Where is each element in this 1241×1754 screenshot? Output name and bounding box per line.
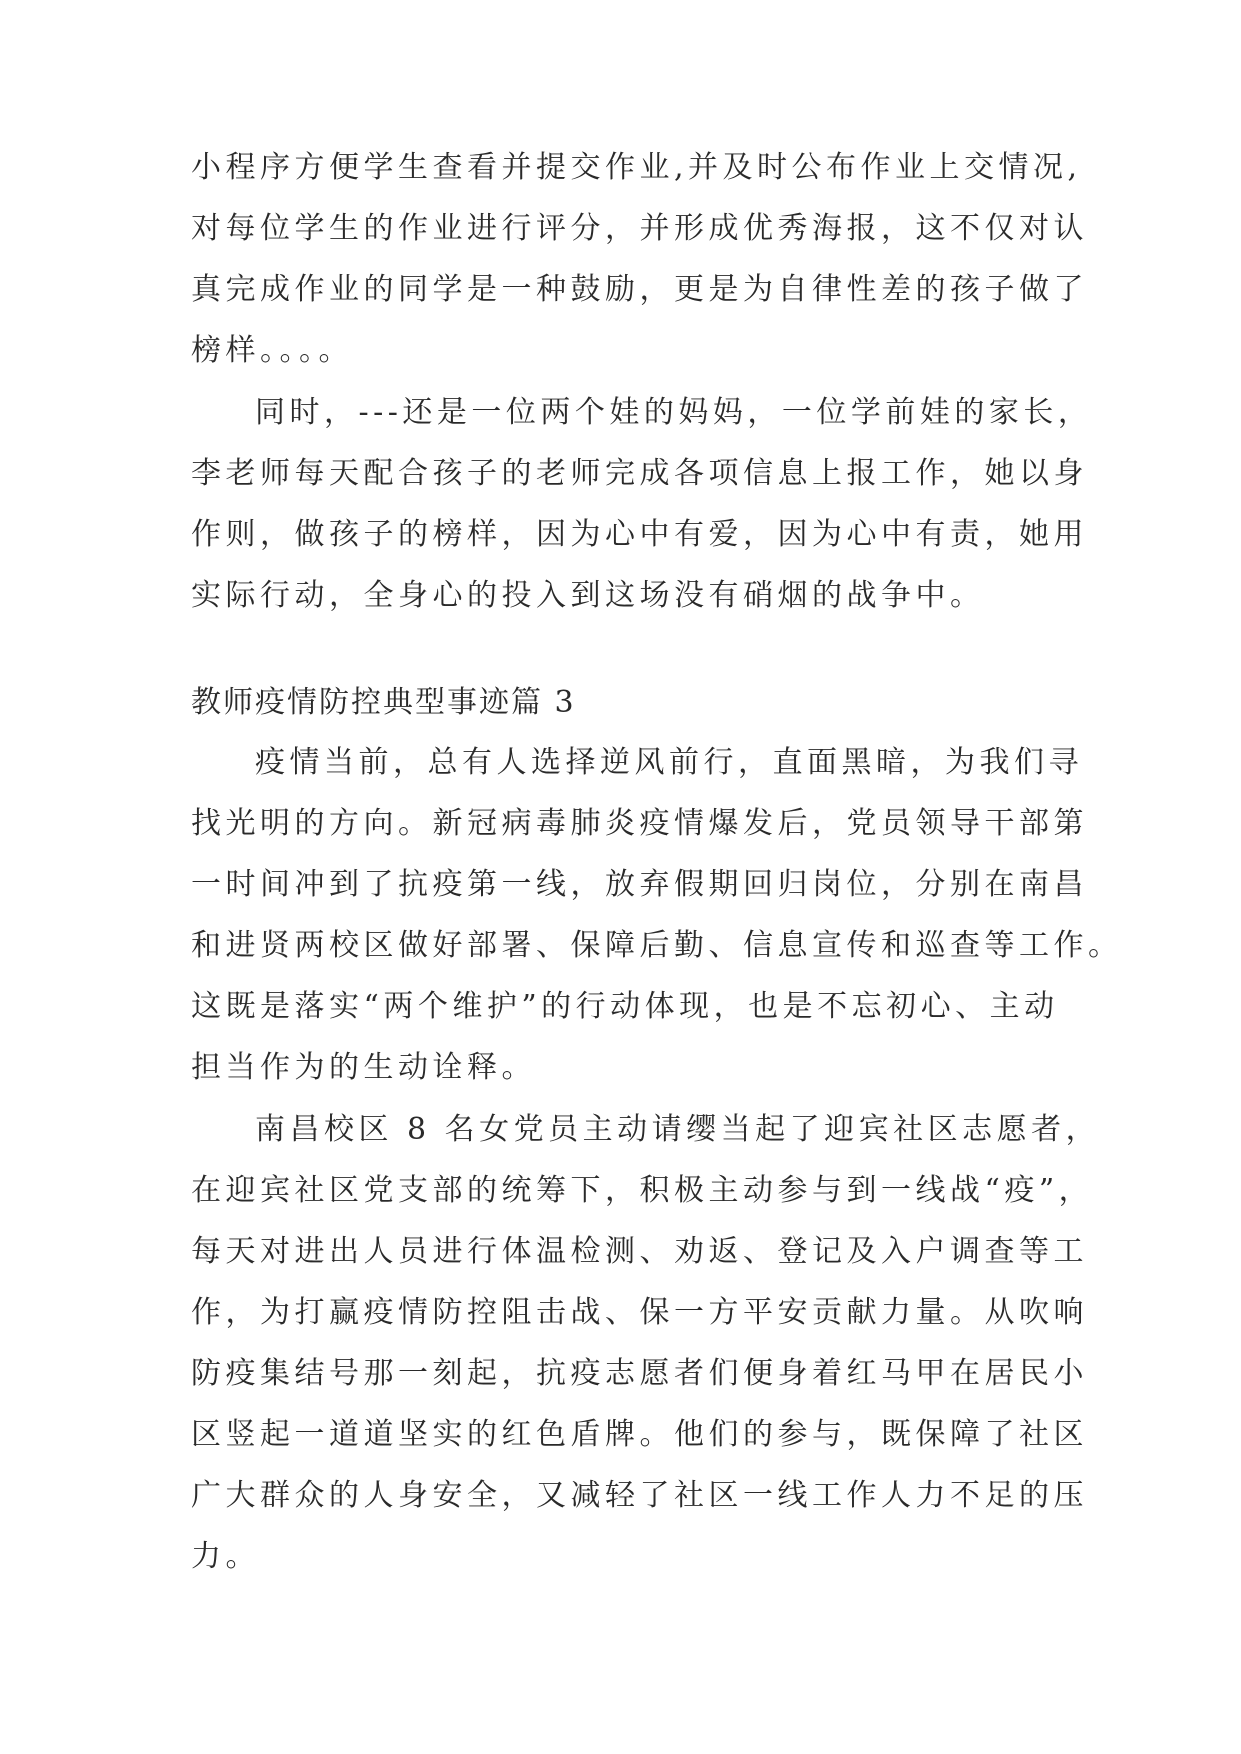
paragraph-1-line-4: 榜样。。。。 (191, 333, 353, 368)
paragraph-4-line-5: 防疫集结号那一刻起，抗疫志愿者们便身着红马甲在居民小 (191, 1356, 1088, 1391)
paragraph-4-line-7: 广大群众的人身安全，又减轻了社区一线工作人力不足的压 (191, 1478, 1088, 1513)
paragraph-4-line-1: 南昌校区 8 名女党员主动请缨当起了迎宾社区志愿者， (255, 1112, 1101, 1147)
paragraph-2-line-2: 李老师每天配合孩子的老师完成各项信息上报工作，她以身 (191, 456, 1088, 491)
paragraph-1-line-3: 真完成作业的同学是一种鼓励，更是为自律性差的孩子做了 (191, 272, 1088, 307)
paragraph-3-line-6: 担当作为的生动诠释。 (191, 1050, 536, 1085)
paragraph-2-line-1: 同时，---还是一位两个娃的妈妈，一位学前娃的家长， (255, 395, 1093, 430)
paragraph-3-line-2: 找光明的方向。新冠病毒肺炎疫情爆发后，党员领导干部第 (191, 806, 1088, 841)
paragraph-4-line-2: 在迎宾社区党支部的统筹下，积极主动参与到一线战“疫”， (191, 1173, 1094, 1208)
paragraph-4-line-6: 区竖起一道道坚实的红色盾牌。他们的参与，既保障了社区 (191, 1417, 1088, 1452)
paragraph-2-line-4: 实际行动，全身心的投入到这场没有硝烟的战争中。 (191, 578, 985, 613)
paragraph-3-line-3: 一时间冲到了抗疫第一线，放弃假期回归岗位，分别在南昌 (191, 867, 1088, 902)
paragraph-4-line-3: 每天对进出人员进行体温检测、劝返、登记及入户调查等工 (191, 1234, 1088, 1269)
paragraph-3-line-5: 这既是落实“两个维护”的行动体现，也是不忘初心、主动 (191, 989, 1059, 1024)
paragraph-2-line-3: 作则，做孩子的榜样，因为心中有爱，因为心中有责，她用 (191, 517, 1088, 552)
section-heading: 教师疫情防控典型事迹篇 3 (191, 685, 576, 720)
paragraph-4-line-4: 作，为打赢疫情防控阻击战、保一方平安贡献力量。从吹响 (191, 1295, 1088, 1330)
paragraph-1-line-2: 对每位学生的作业进行评分，并形成优秀海报，这不仅对认 (191, 211, 1088, 246)
paragraph-3-line-1: 疫情当前，总有人选择逆风前行，直面黑暗，为我们寻 (255, 745, 1083, 780)
paragraph-4-line-8: 力。 (191, 1539, 260, 1574)
paragraph-1-line-1: 小程序方便学生查看并提交作业,并及时公布作业上交情况, (191, 150, 1082, 185)
paragraph-3-line-4: 和进贤两校区做好部署、保障后勤、信息宣传和巡查等工作。 (191, 928, 1123, 963)
